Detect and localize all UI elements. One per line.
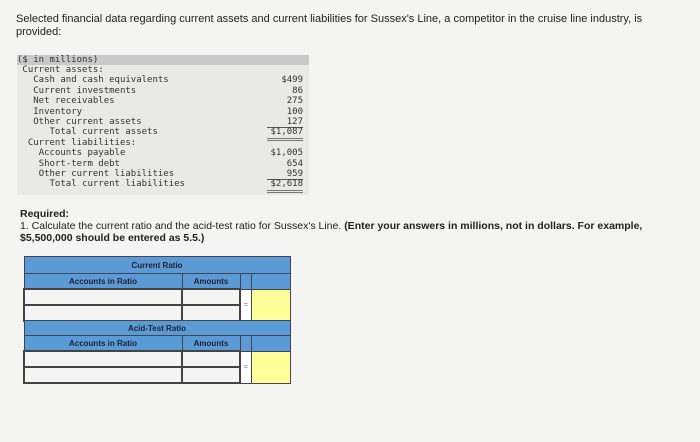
fin-total-row: Total current assets $1,087 xyxy=(17,127,309,137)
fin-row: Inventory 100 xyxy=(33,106,303,117)
current-assets-label: Current assets: xyxy=(22,65,104,75)
denominator-amount-input[interactable] xyxy=(182,367,240,383)
acid-test-ratio-table xyxy=(23,320,291,384)
fin-row: Accounts payable $1,005 xyxy=(38,148,303,159)
denominator-account-input[interactable] xyxy=(24,305,182,321)
required-instruction: (Enter your answers in millions, not in dollars. For example, $5,500,000 should be entered as 5.5.) xyxy=(20,220,643,244)
fin-row: Current investments 86 xyxy=(33,85,303,96)
fin-row: Other current liabilities 959 xyxy=(38,168,303,179)
col-amounts: Amounts xyxy=(182,274,240,290)
current-ratio-answer-input[interactable] xyxy=(251,289,290,321)
requirement xyxy=(20,208,680,244)
col-accounts: Accounts in Ratio xyxy=(24,336,182,352)
numerator-amount-input[interactable] xyxy=(182,289,240,305)
col-amounts: Amounts xyxy=(182,336,240,352)
col-accounts: Accounts in Ratio xyxy=(24,274,182,290)
intro-text: Selected financial data regarding current assets and current liabilities for Sussex's Line, a competitor in the cruise line industry, is provided: xyxy=(16,13,643,38)
numerator-account-input[interactable] xyxy=(24,289,182,305)
acid-test-answer-input[interactable] xyxy=(251,351,290,383)
fin-row: Other current assets 127 xyxy=(33,116,303,127)
units-label: ($ in millions) xyxy=(17,55,99,65)
numerator-amount-input[interactable] xyxy=(182,351,240,367)
fin-total-row: Total current liabilities $2,618 xyxy=(17,179,309,189)
numerator-account-input[interactable] xyxy=(24,351,182,367)
denominator-account-input[interactable] xyxy=(24,367,182,383)
required-text: 1. Calculate the current ratio and the acid-test ratio for Sussex's Line. xyxy=(20,220,342,232)
current-ratio-title: Current Ratio xyxy=(24,257,290,274)
equals-sign: = xyxy=(240,289,251,321)
equals-sign: = xyxy=(240,351,251,383)
denominator-amount-input[interactable] xyxy=(182,305,240,321)
current-ratio-table xyxy=(23,256,291,322)
financial-data xyxy=(17,55,309,195)
fin-row: Short-term debt 654 xyxy=(38,158,303,169)
acid-test-title: Acid-Test Ratio xyxy=(24,321,290,336)
current-liabilities-label: Current liabilities: xyxy=(27,137,137,148)
required-label: Required: xyxy=(20,208,70,220)
fin-row: Net receivables 275 xyxy=(33,96,303,107)
fin-row: Cash and cash equivalents $499 xyxy=(33,75,303,86)
